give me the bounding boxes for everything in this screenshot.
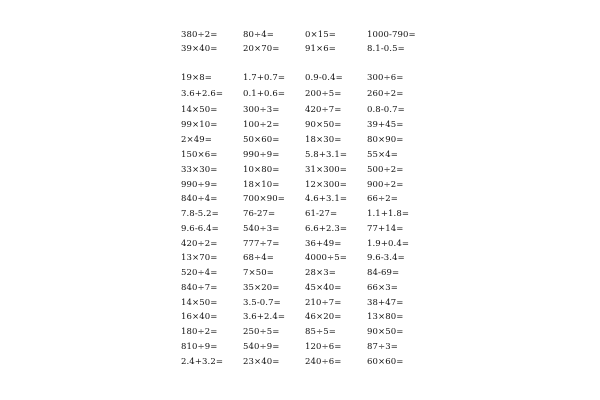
problem: 9.6-6.4= bbox=[181, 224, 219, 234]
problem: 240÷6= bbox=[305, 357, 342, 367]
problem: 260÷2= bbox=[367, 89, 404, 99]
problem: 180÷2= bbox=[181, 327, 218, 337]
problem: 700×90= bbox=[243, 194, 285, 204]
problem: 13×70= bbox=[181, 253, 218, 263]
problem: 84-69= bbox=[367, 268, 400, 278]
problem: 2×49= bbox=[181, 135, 212, 145]
problem: 20×70= bbox=[243, 44, 280, 54]
problem: 0×15= bbox=[305, 30, 336, 40]
problem: 3.5-0.7= bbox=[243, 298, 281, 308]
problem: 2.4+3.2= bbox=[181, 357, 224, 367]
problem: 9.6-3.4= bbox=[367, 253, 405, 263]
problem-row bbox=[0, 103, 600, 117]
problem: 60×60= bbox=[367, 357, 404, 367]
problem: 7.8-5.2= bbox=[181, 209, 219, 219]
problem: 420÷2= bbox=[181, 239, 218, 249]
problem: 777÷7= bbox=[243, 239, 280, 249]
problem: 66×3= bbox=[367, 283, 398, 293]
problem: 80÷4= bbox=[243, 30, 274, 40]
problem: 990÷9= bbox=[181, 180, 218, 190]
problem: 200÷5= bbox=[305, 89, 342, 99]
problem-row bbox=[0, 251, 600, 265]
problem: 4000÷5= bbox=[305, 253, 347, 263]
problem: 35×20= bbox=[243, 283, 280, 293]
problem: 16×40= bbox=[181, 312, 218, 322]
problem: 540÷9= bbox=[243, 342, 280, 352]
problem: 99×10= bbox=[181, 120, 218, 130]
problem: 85÷5= bbox=[305, 327, 336, 337]
problem: 90×50= bbox=[367, 327, 404, 337]
problem: 91×6= bbox=[305, 44, 336, 54]
problem-row bbox=[0, 133, 600, 147]
problem: 100÷2= bbox=[243, 120, 280, 130]
problem: 18×10= bbox=[243, 180, 280, 190]
problem: 46×20= bbox=[305, 312, 342, 322]
problem-row bbox=[0, 325, 600, 339]
problem-row bbox=[0, 87, 600, 101]
problem: 1.7+0.7= bbox=[243, 73, 286, 83]
problem: 4.6+3.1= bbox=[305, 194, 348, 204]
problem: 38+47= bbox=[367, 298, 404, 308]
problem: 14×50= bbox=[181, 298, 218, 308]
problem: 300÷3= bbox=[243, 105, 280, 115]
problem: 8.1-0.5= bbox=[367, 44, 405, 54]
problem: 0.1+0.6= bbox=[243, 89, 286, 99]
problem: 1.1+1.8= bbox=[367, 209, 410, 219]
problem: 90×50= bbox=[305, 120, 342, 130]
problem: 990÷9= bbox=[243, 150, 280, 160]
problem: 7×50= bbox=[243, 268, 274, 278]
problem: 23×40= bbox=[243, 357, 280, 367]
problem: 61-27= bbox=[305, 209, 338, 219]
problem: 5.8+3.1= bbox=[305, 150, 348, 160]
problem-row bbox=[0, 222, 600, 236]
problem: 13×80= bbox=[367, 312, 404, 322]
problem: 76-27= bbox=[243, 209, 276, 219]
problem: 840÷4= bbox=[181, 194, 218, 204]
problem-row bbox=[0, 192, 600, 206]
problem-row bbox=[0, 148, 600, 162]
problem: 300÷6= bbox=[367, 73, 404, 83]
problem-row bbox=[0, 207, 600, 221]
problem: 900÷2= bbox=[367, 180, 404, 190]
problem: 10×80= bbox=[243, 165, 280, 175]
problem: 3.6+2.6= bbox=[181, 89, 224, 99]
problem-row bbox=[0, 178, 600, 192]
problem: 810÷9= bbox=[181, 342, 218, 352]
problem-row bbox=[0, 355, 600, 369]
problem: 28×3= bbox=[305, 268, 336, 278]
problem-row bbox=[0, 118, 600, 132]
problem: 39×40= bbox=[181, 44, 218, 54]
problem: 0.8-0.7= bbox=[367, 105, 405, 115]
problem: 250÷5= bbox=[243, 327, 280, 337]
problem: 77+14= bbox=[367, 224, 404, 234]
problem-row bbox=[0, 266, 600, 280]
problem-row bbox=[0, 281, 600, 295]
problem: 420÷7= bbox=[305, 105, 342, 115]
problem-row bbox=[0, 163, 600, 177]
problem: 39+45= bbox=[367, 120, 404, 130]
problem: 540÷3= bbox=[243, 224, 280, 234]
problem-row bbox=[0, 28, 600, 42]
problem: 0.9-0.4= bbox=[305, 73, 343, 83]
problem: 120÷6= bbox=[305, 342, 342, 352]
problem: 380÷2= bbox=[181, 30, 218, 40]
problem-row bbox=[0, 340, 600, 354]
problem: 210÷7= bbox=[305, 298, 342, 308]
problem: 3.6+2.4= bbox=[243, 312, 286, 322]
problem-row bbox=[0, 71, 600, 85]
problem: 840÷7= bbox=[181, 283, 218, 293]
problem: 1000-790= bbox=[367, 30, 416, 40]
problem-row bbox=[0, 296, 600, 310]
problem: 150×6= bbox=[181, 150, 218, 160]
problem: 55×4= bbox=[367, 150, 398, 160]
problem: 80×90= bbox=[367, 135, 404, 145]
problem: 87÷3= bbox=[367, 342, 398, 352]
problem-row bbox=[0, 42, 600, 56]
problem: 66÷2= bbox=[367, 194, 398, 204]
problem: 19×8= bbox=[181, 73, 212, 83]
problem: 1.9+0.4= bbox=[367, 239, 410, 249]
problem: 14×50= bbox=[181, 105, 218, 115]
problem-row bbox=[0, 310, 600, 324]
problem: 33×30= bbox=[181, 165, 218, 175]
problem-row bbox=[0, 237, 600, 251]
problem: 36+49= bbox=[305, 239, 342, 249]
problem: 520÷4= bbox=[181, 268, 218, 278]
problem: 6.6+2.3= bbox=[305, 224, 348, 234]
problem: 45×40= bbox=[305, 283, 342, 293]
problem: 50×60= bbox=[243, 135, 280, 145]
problem: 18×30= bbox=[305, 135, 342, 145]
problem: 68÷4= bbox=[243, 253, 274, 263]
problem: 500÷2= bbox=[367, 165, 404, 175]
problem: 31×300= bbox=[305, 165, 347, 175]
problem: 12×300= bbox=[305, 180, 347, 190]
